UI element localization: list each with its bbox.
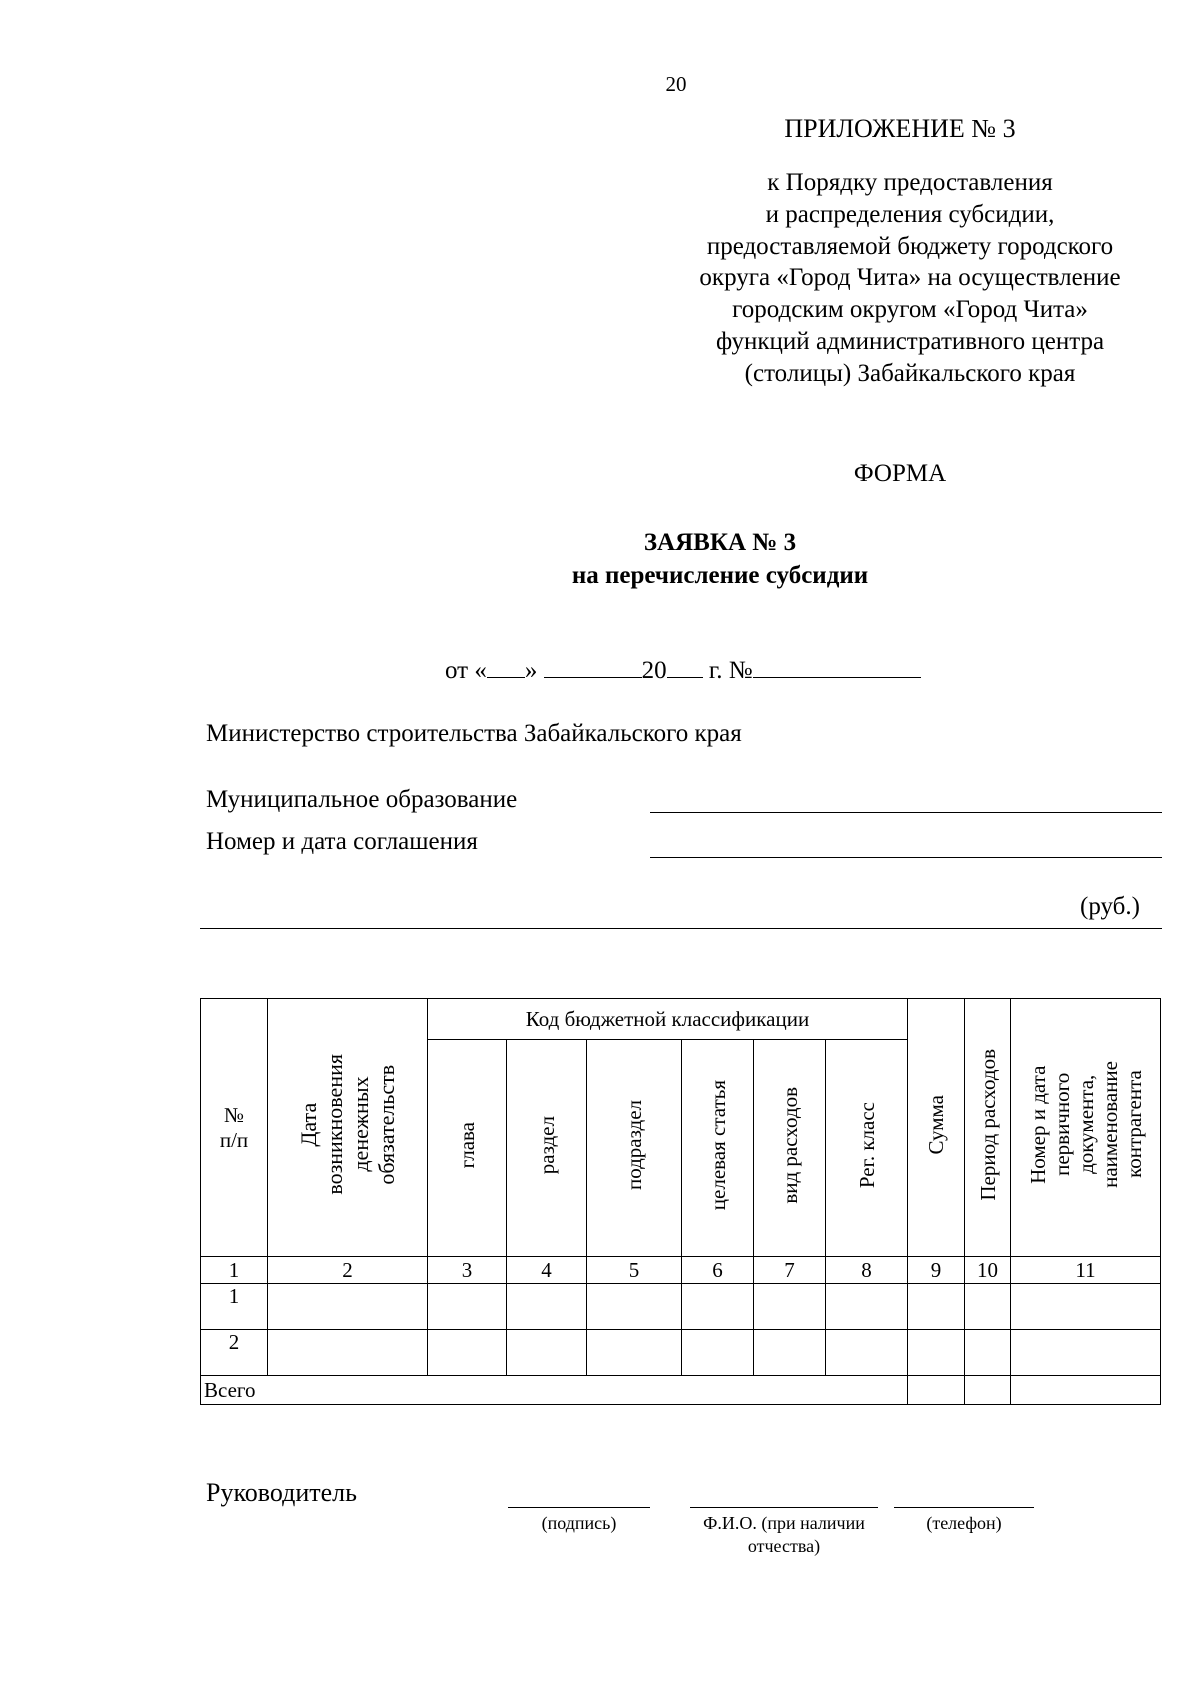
appendix-line: городским округом «Город Чита» (732, 296, 1088, 324)
table-row (201, 1330, 1161, 1376)
appendix-line: предоставляемой бюджету городского (706, 232, 1114, 260)
year-blank[interactable] (667, 655, 703, 678)
phone-line[interactable] (894, 1507, 1034, 1508)
header-target (682, 1040, 754, 1257)
header-date-line: денежных (347, 1076, 373, 1173)
signature-caption: (подпись) (541, 1513, 617, 1533)
header-date-line: Дата (295, 1102, 321, 1147)
header-glava-text: глава (455, 1121, 479, 1169)
header-razdel (507, 1040, 587, 1257)
number-label: г. № (708, 657, 753, 684)
column-number: 3 (428, 1257, 507, 1284)
header-document-line: первичного (1049, 1072, 1074, 1177)
header-number-line: № (223, 1102, 245, 1127)
header-expense-type-text: вид расходов (777, 1086, 802, 1204)
row-number: 1 (201, 1284, 268, 1330)
header-razdel-text: раздел (534, 1115, 559, 1175)
table-cell[interactable] (965, 1330, 1011, 1376)
table-cell[interactable] (268, 1330, 428, 1376)
table-cell[interactable] (428, 1284, 507, 1330)
header-sum-text: Сумма (924, 1094, 948, 1155)
header-date (268, 999, 428, 1257)
row-number: 2 (201, 1330, 268, 1376)
number-blank[interactable] (753, 655, 921, 678)
currency-label: (руб.) (1080, 893, 1140, 920)
appendix-line: (столицы) Забайкальского края (744, 359, 1076, 387)
header-document-line: документа, (1073, 1074, 1098, 1175)
total-row (201, 1376, 1161, 1405)
table-cell[interactable] (428, 1330, 507, 1376)
header-target-text: целевая статья (705, 1079, 730, 1211)
column-number: 2 (268, 1257, 428, 1284)
column-number: 7 (754, 1257, 826, 1284)
table-cell[interactable] (587, 1330, 682, 1376)
request-title: ЗАЯВКА № 3 (643, 529, 797, 556)
header-number-line: п/п (219, 1127, 249, 1152)
column-number: 1 (201, 1257, 268, 1284)
total-label: Всего (201, 1376, 908, 1405)
request-title-block (450, 526, 990, 592)
agreement-field[interactable] (650, 857, 1162, 858)
table-cell[interactable] (507, 1284, 587, 1330)
agreement-label: Номер и дата соглашения (206, 828, 478, 855)
table-cell[interactable] (1011, 1284, 1161, 1330)
name-line[interactable] (690, 1507, 878, 1508)
date-quote-close: » (524, 657, 538, 684)
phone-caption: (телефон) (926, 1513, 1002, 1533)
table-row (201, 1284, 1161, 1330)
header-glava (428, 1040, 507, 1257)
header-document (1011, 999, 1161, 1257)
request-table (200, 998, 1161, 1405)
municipality-label: Муниципальное образование (206, 786, 518, 813)
table-cell[interactable] (682, 1330, 754, 1376)
appendix-title: ПРИЛОЖЕНИЕ № 3 (784, 114, 1016, 143)
table-cell[interactable] (682, 1284, 754, 1330)
column-number: 6 (682, 1257, 754, 1284)
header-podrazdel (587, 1040, 682, 1257)
table-cell[interactable] (908, 1284, 965, 1330)
header-document-text (1026, 1061, 1146, 1188)
appendix-line: округа «Город Чита» на осуществление (699, 264, 1121, 292)
column-numbers-row (201, 1257, 1161, 1284)
page-number: 20 (665, 72, 687, 96)
appendix-description (620, 167, 1200, 390)
name-caption (680, 1512, 888, 1558)
day-blank[interactable] (487, 655, 525, 678)
table-cell[interactable] (754, 1330, 826, 1376)
table-cell[interactable] (1011, 1330, 1161, 1376)
table-cell[interactable] (268, 1284, 428, 1330)
table-cell[interactable] (507, 1330, 587, 1376)
header-document-line: контрагента (1121, 1070, 1146, 1179)
appendix-line: функций административного центра (715, 327, 1105, 355)
column-number: 4 (507, 1257, 587, 1284)
form-label: ФОРМА (853, 460, 947, 487)
name-caption-line: Ф.И.О. (при наличии (703, 1513, 865, 1533)
header-number (201, 999, 268, 1257)
total-sum-cell[interactable] (908, 1376, 965, 1405)
table-cell[interactable] (754, 1284, 826, 1330)
appendix-line: к Порядку предоставления (767, 169, 1053, 196)
date-line (445, 655, 921, 685)
header-podrazdel-text: подраздел (622, 1099, 646, 1191)
header-date-line: обязательств (373, 1064, 399, 1185)
signature-role: Руководитель (206, 1478, 357, 1507)
header-document-line: наименование (1097, 1061, 1122, 1188)
column-number: 8 (826, 1257, 908, 1284)
table-cell[interactable] (908, 1330, 965, 1376)
column-number: 11 (1011, 1257, 1161, 1284)
request-subtitle: на перечисление субсидии (571, 562, 869, 589)
total-period-cell[interactable] (965, 1376, 1011, 1405)
header-kbk: Код бюджетной классификации (428, 999, 908, 1040)
date-prefix: от « (445, 657, 487, 684)
divider (200, 928, 1162, 929)
table-cell[interactable] (826, 1284, 908, 1330)
header-document-line: Номер и дата (1025, 1065, 1050, 1184)
header-period-text: Период расходов (975, 1048, 1000, 1201)
table-cell[interactable] (587, 1284, 682, 1330)
municipality-field[interactable] (650, 812, 1162, 813)
year-prefix: 20 (641, 657, 667, 684)
table-cell[interactable] (965, 1284, 1011, 1330)
header-reg-class (826, 1040, 908, 1257)
column-number: 9 (908, 1257, 965, 1284)
header-sum (908, 999, 965, 1257)
column-number: 5 (587, 1257, 682, 1284)
name-caption-line: отчества) (747, 1536, 821, 1556)
ministry-name: Министерство строительства Забайкальского края (206, 720, 742, 747)
appendix-line: и распределения субсидии, (765, 200, 1055, 228)
header-expense-type (754, 1040, 826, 1257)
header-date-text (296, 1054, 400, 1195)
column-number: 10 (965, 1257, 1011, 1284)
header-reg-class-text: Рег. класс (854, 1101, 879, 1189)
month-blank[interactable] (544, 655, 642, 678)
total-document-cell[interactable] (1011, 1376, 1161, 1405)
header-period (965, 999, 1011, 1257)
header-date-line: возникновения (321, 1054, 347, 1195)
signature-line[interactable] (508, 1507, 650, 1508)
table-cell[interactable] (826, 1330, 908, 1376)
